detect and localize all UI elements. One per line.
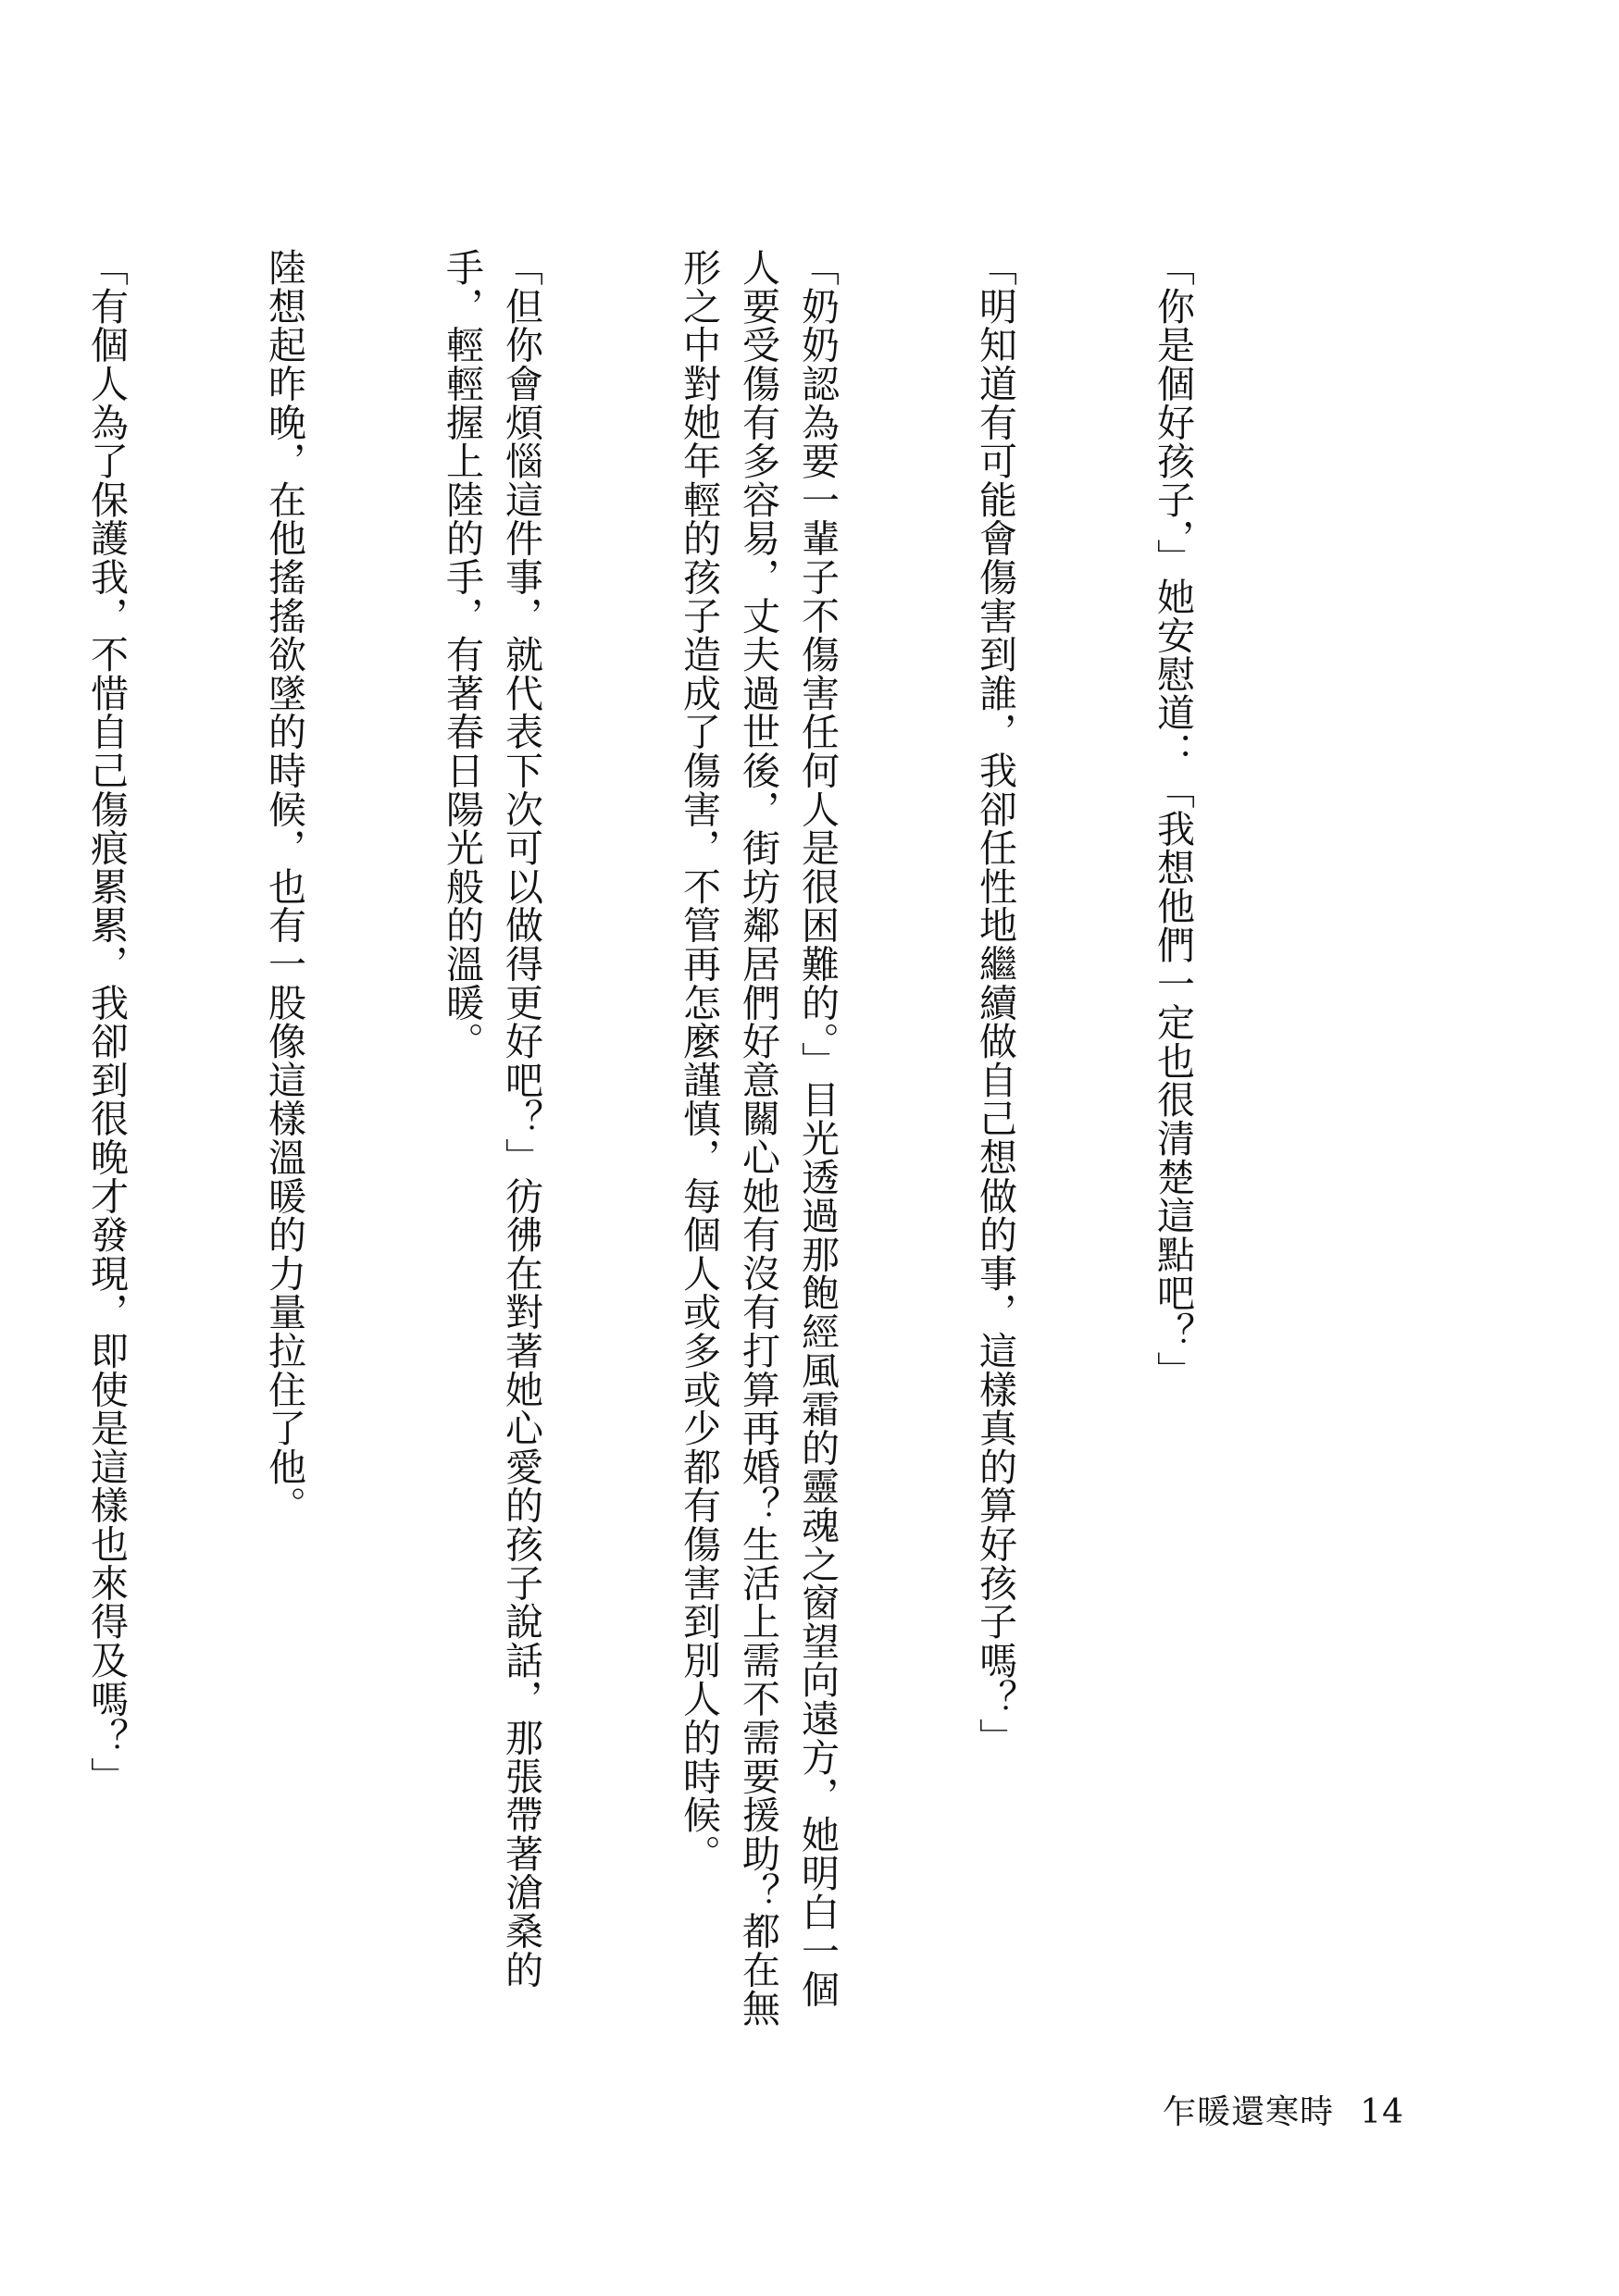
paragraph-2: 「明知道有可能會傷害到誰，我卻任性地繼續做自己想做的事，這樣真的算好孩子嗎？」 [973,248,1017,1757]
paragraph-6: 「有個人為了保護我，不惜自己傷痕累累，我卻到很晚才發現，即使是這樣也來得及嗎？」 [84,248,129,1795]
paragraph-1: 「你是個好孩子，」她安慰道：「我想他們一定也很清楚這點吧？」 [1151,248,1195,1390]
page-footer [1163,2086,1404,2133]
vertical-text-body [0,248,1321,2043]
paragraph-4: 「但你會煩惱這件事，就代表下次可以做得更好吧？」彷彿在對著她心愛的孩子說話，那張帶著滄桑的手，輕輕握上陸的手，有著春日陽光般的溫暖。 [440,248,543,1989]
page-number: 14 [1360,2093,1404,2131]
paragraph-5: 陸想起昨晚，在他搖搖欲墜的時候，也有一股像這樣溫暖的力量拉住了他。 [262,248,306,1525]
book-title: 乍暖還寒時 [1163,2093,1335,2131]
paragraph-3: 「奶奶認為要一輩子不傷害任何人是很困難的。」目光透過那飽經風霜的靈魂之窗望向遠方，她明白一個人要受傷有多容易，丈夫過世後，街坊鄰居們好意關心她有沒有打算再婚？生活上需不需要援助？都在無形之中對她年輕的孩子造成了傷害，不管再怎麼謹慎，每個人或多或少都有傷害到別人的時候。 [677,248,840,2028]
